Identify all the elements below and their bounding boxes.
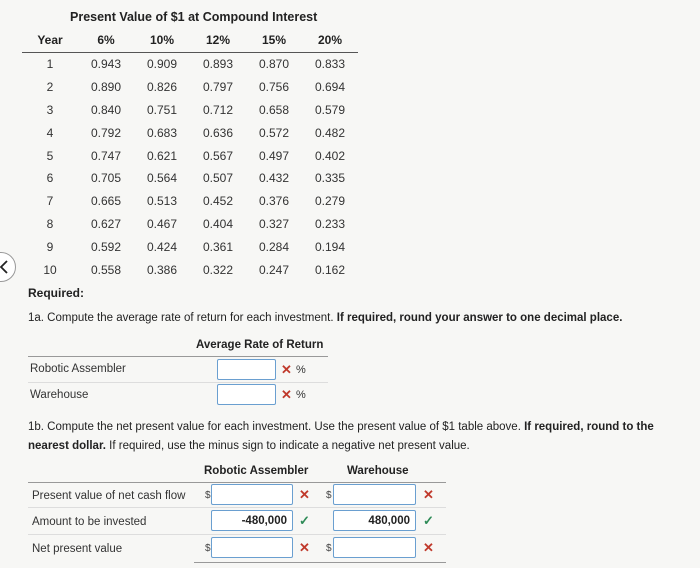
avg-rate-header: Average Rate of Return [196,339,324,351]
incorrect-icon: ✕ [281,387,292,402]
pv-factor-cell: 0.909 [146,57,178,72]
pv-factor-cell: 0.756 [258,80,290,95]
pv-year-cell: 6 [46,171,54,186]
pv-factor-cell: 0.579 [314,102,346,117]
pv-factor-cell: 0.452 [202,194,234,209]
pv-factor-cell: 0.943 [90,57,122,72]
pv-factor-cell: 0.694 [314,80,346,95]
pv-header-15: 15% [246,28,302,53]
question-1b-text-2: If required, use the minus sign to indicate a negative net present value. [105,440,470,452]
pv-factor-cell: 0.284 [258,239,290,254]
avg-rate-robotic-input[interactable] [217,359,276,380]
pv-factor-cell: 0.361 [202,239,234,254]
pv-factor-cell: 0.402 [314,148,346,163]
pv-factor-cell: 0.665 [90,194,122,209]
pv-header-10: 10% [134,28,190,53]
incorrect-icon: ✕ [299,487,310,502]
npv-underline [194,562,446,563]
pv-factor-cell: 0.513 [146,194,178,209]
pv-factor-cell: 0.797 [202,80,234,95]
question-1b-bold: If required, round to the [524,421,654,433]
question-1a-bold: If required, round your answer to one decimal place. [336,312,623,324]
pv-factor-cell: 0.432 [258,171,290,186]
question-1b-text: 1b. Compute the net present value for each investment. Use the present value of $1 table above. [28,421,525,433]
pv-factor-cell: 0.712 [202,102,234,117]
pv-factor-cell: 0.404 [202,216,234,231]
pv-year-cell: 5 [46,148,54,163]
pv-table-row [22,213,358,236]
incorrect-icon: ✕ [299,540,310,555]
pv-table-row [22,235,358,258]
pv-factor-cell: 0.792 [90,125,122,140]
pv-factor-cell: 0.890 [90,80,122,95]
pv-factor-cell: 0.705 [90,171,122,186]
pv-factor-cell: 0.162 [314,262,346,277]
pv-factor-cell: 0.247 [258,262,290,277]
incorrect-icon: ✕ [281,362,292,377]
pv-factor-cell: 0.327 [258,216,290,231]
pv-factor-cell: 0.558 [90,262,122,277]
currency-symbol: $ [205,543,211,554]
pv-factor-cell: 0.467 [146,216,178,231]
pv-factor-cell: 0.386 [146,262,178,277]
incorrect-icon: ✕ [423,487,434,502]
currency-symbol: $ [326,543,332,554]
currency-symbol: $ [205,490,211,501]
npv-warehouse-input[interactable] [333,537,416,558]
avg-rate-divider [28,356,328,357]
col-header-warehouse: Warehouse [347,465,409,477]
pv-year-cell: 10 [43,262,57,277]
pv-year-cell: 7 [46,194,54,209]
percent-unit: % [296,389,306,401]
pv-factor-cell: 0.627 [90,216,122,231]
row-label-amount-invested: Amount to be invested [32,516,147,528]
pv-year-cell: 2 [46,80,54,95]
pv-factor-cell: 0.507 [202,171,234,186]
pv-factor-cell: 0.826 [146,80,178,95]
pv-table-row [22,53,358,76]
pv-year-cell: 1 [46,57,54,72]
pv-factor-cell: 0.194 [314,239,346,254]
row-label-warehouse: Warehouse [30,389,89,401]
pv-factor-cell: 0.870 [258,57,290,72]
currency-symbol: $ [326,490,332,501]
pv-factor-cell: 0.322 [202,262,234,277]
pv-factor-cell: 0.482 [314,125,346,140]
pv-factor-cell: 0.658 [258,102,290,117]
pv-cash-flow-robotic-input[interactable] [211,484,293,505]
pv-factor-cell: 0.564 [146,171,178,186]
question-1b-line2 [28,440,470,452]
pv-factor-cell: 0.233 [314,216,346,231]
pv-factor-cell: 0.497 [258,148,290,163]
incorrect-icon: ✕ [423,540,434,555]
pv-year-cell: 3 [46,102,54,117]
pv-header-year: Year [22,28,78,53]
previous-arrow-button[interactable] [0,252,16,282]
pv-factor-cell: 0.636 [202,125,234,140]
row-label-npv: Net present value [32,543,123,555]
amount-invested-warehouse-input[interactable]: 480,000 [333,510,416,531]
pv-factor-cell: 0.567 [202,148,234,163]
pv-table-header-row [22,28,358,53]
percent-unit: % [296,364,306,376]
npv-header-divider [28,482,446,483]
pv-table-row [22,190,358,213]
pv-factor-cell: 0.840 [90,102,122,117]
pv-table-row [22,144,358,167]
row-label-pv-cash-flow: Present value of net cash flow [32,490,186,502]
question-1a [28,312,622,324]
row-divider [28,507,446,508]
question-1a-text: 1a. Compute the average rate of return for each investment. [28,312,337,324]
row-divider [28,534,446,535]
col-header-robotic: Robotic Assembler [204,465,309,477]
pv-factor-cell: 0.572 [258,125,290,140]
pv-factor-cell: 0.683 [146,125,178,140]
amount-invested-robotic-input[interactable]: -480,000 [211,510,293,531]
pv-year-cell: 9 [46,239,54,254]
row-label-robotic: Robotic Assembler [30,363,126,375]
pv-table [22,28,358,281]
pv-factor-cell: 0.833 [314,57,346,72]
row-divider [28,382,328,383]
pv-year-cell: 8 [46,216,54,231]
chevron-left-icon [0,260,9,274]
pv-table-row [22,76,358,99]
correct-icon: ✓ [423,513,434,528]
npv-robotic-input[interactable] [211,537,293,558]
pv-factor-cell: 0.893 [202,57,234,72]
pv-table-row [22,167,358,190]
pv-header-12: 12% [190,28,246,53]
pv-factor-cell: 0.424 [146,239,178,254]
pv-factor-cell: 0.335 [314,171,346,186]
pv-table-row [22,258,358,281]
pv-factor-cell: 0.747 [90,148,122,163]
pv-factor-cell: 0.376 [258,194,290,209]
pv-header-20: 20% [302,28,358,53]
pv-table-row [22,99,358,122]
pv-table-body [22,53,358,281]
pv-table-row [22,121,358,144]
pv-factor-cell: 0.751 [146,102,178,117]
pv-table-title: Present Value of $1 at Compound Interest [70,10,318,24]
required-label: Required: [28,286,85,300]
pv-factor-cell: 0.621 [146,148,178,163]
question-1b-line1 [28,421,654,433]
pv-factor-cell: 0.592 [90,239,122,254]
question-1b-bold-2: nearest dollar. [28,440,106,452]
correct-icon: ✓ [299,513,310,528]
pv-year-cell: 4 [46,125,54,140]
pv-factor-cell: 0.279 [314,194,346,209]
pv-header-6: 6% [78,28,134,53]
pv-cash-flow-warehouse-input[interactable] [333,484,416,505]
avg-rate-warehouse-input[interactable] [217,384,276,405]
